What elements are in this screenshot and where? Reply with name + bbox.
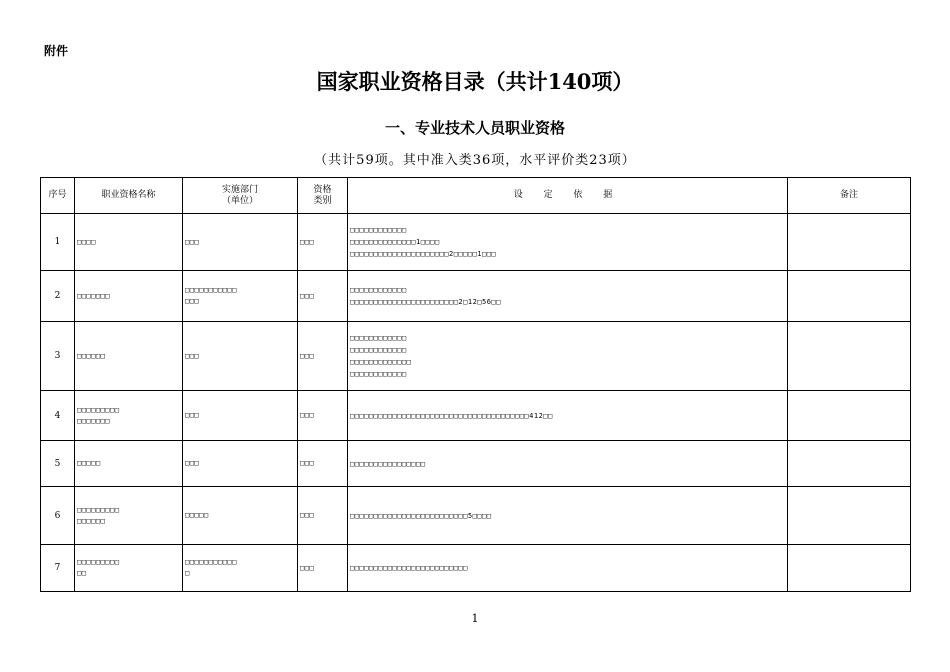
cell-seq: 4 bbox=[41, 391, 75, 441]
column-header-dept: 实施部门 （单位） bbox=[183, 178, 298, 214]
qualification-table bbox=[40, 177, 911, 592]
cell-seq: 3 bbox=[41, 322, 75, 391]
cell-dept: □□□ bbox=[183, 214, 298, 271]
basis-line: □□□□□□□□□□□□ bbox=[350, 370, 407, 378]
cell-dept: □□□□□ bbox=[183, 487, 298, 545]
basis-line: □□□□□□□□□□□□□□1□□□□ bbox=[350, 238, 440, 246]
basis-line: □□□□□□□□□□□□□□□□ bbox=[350, 459, 426, 468]
cell-basis bbox=[348, 214, 788, 271]
page-number: 1 bbox=[471, 612, 479, 625]
cell-type: □□□ bbox=[298, 322, 348, 391]
cell-name: □□□□□□□□□ □□□□□□□ bbox=[75, 391, 183, 441]
cell-type: □□□ bbox=[298, 271, 348, 322]
cell-seq: 6 bbox=[41, 487, 75, 545]
table-row bbox=[41, 214, 911, 271]
cell-remark bbox=[788, 487, 911, 545]
cell-type: □□□ bbox=[298, 487, 348, 545]
cell-dept: □□□□□□□□□□□ □ bbox=[183, 545, 298, 592]
column-header-remark: 备注 bbox=[788, 178, 911, 214]
cell-name: □□□□□□□ bbox=[75, 271, 183, 322]
basis-line: □□□□□□□□□□□□ bbox=[350, 334, 407, 342]
cell-name: □□□□□□□□□ □□ bbox=[75, 545, 183, 592]
cell-seq: 1 bbox=[41, 214, 75, 271]
cell-name: □□□□□ bbox=[75, 441, 183, 487]
basis-line: □□□□□□□□□□□□□ bbox=[350, 358, 412, 366]
cell-remark bbox=[788, 545, 911, 592]
table-row bbox=[41, 545, 911, 592]
cell-basis bbox=[348, 271, 788, 322]
cell-type: □□□ bbox=[298, 214, 348, 271]
table-row bbox=[41, 487, 911, 545]
cell-seq: 5 bbox=[41, 441, 75, 487]
cell-remark bbox=[788, 271, 911, 322]
cell-type: □□□ bbox=[298, 441, 348, 487]
cell-basis bbox=[348, 441, 788, 487]
basis-line: □□□□□□□□□□□□□□□□□□□□□2□□□□□1□□□ bbox=[350, 250, 497, 258]
cell-seq: 2 bbox=[41, 271, 75, 322]
cell-basis bbox=[348, 391, 788, 441]
table-row bbox=[41, 322, 911, 391]
cell-dept: □□□ bbox=[183, 322, 298, 391]
column-header-basis: 设 定 依 据 bbox=[348, 178, 788, 214]
table-row bbox=[41, 441, 911, 487]
basis-line: □□□□□□□□□□□□□□□□□□□□□□□2□12□56□□ bbox=[350, 298, 501, 306]
section-summary: （共计59项。其中准入类36项，水平评价类23项） bbox=[314, 153, 636, 168]
basis-line: □□□□□□□□□□□□□□□□□□□□□□□□□□□□□□□□□□□□□□412□□ bbox=[350, 411, 553, 420]
cell-dept: □□□□□□□□□□□ □□□ bbox=[183, 271, 298, 322]
column-header-name: 职业资格名称 bbox=[75, 178, 183, 214]
cell-remark bbox=[788, 441, 911, 487]
cell-basis bbox=[348, 545, 788, 592]
cell-name: □□□□ bbox=[75, 214, 183, 271]
cell-name: □□□□□□ bbox=[75, 322, 183, 391]
cell-remark bbox=[788, 322, 911, 391]
table-row bbox=[41, 271, 911, 322]
document-title: 国家职业资格目录（共计140项） bbox=[316, 69, 634, 94]
cell-name: □□□□□□□□□ □□□□□□ bbox=[75, 487, 183, 545]
basis-line: □□□□□□□□□□□□□□□□□□□□□□□□□ bbox=[350, 564, 468, 572]
column-header-seq: 序号 bbox=[41, 178, 75, 214]
basis-line: □□□□□□□□□□□□□□□□□□□□□□□□□5□□□□ bbox=[350, 511, 492, 520]
column-header-type: 资格 类别 bbox=[298, 178, 348, 214]
table-header-row bbox=[41, 178, 911, 214]
cell-type: □□□ bbox=[298, 391, 348, 441]
cell-basis bbox=[348, 487, 788, 545]
basis-line: □□□□□□□□□□□□ bbox=[350, 226, 407, 234]
cell-remark bbox=[788, 391, 911, 441]
basis-line: □□□□□□□□□□□□ bbox=[350, 346, 407, 354]
section-title: 一、专业技术人员职业资格 bbox=[384, 119, 565, 137]
attachment-label: 附件 bbox=[44, 44, 69, 58]
cell-seq: 7 bbox=[41, 545, 75, 592]
cell-type: □□□ bbox=[298, 545, 348, 592]
cell-remark bbox=[788, 214, 911, 271]
cell-dept: □□□ bbox=[183, 441, 298, 487]
cell-basis bbox=[348, 322, 788, 391]
basis-line: □□□□□□□□□□□□ bbox=[350, 286, 407, 294]
cell-dept: □□□ bbox=[183, 391, 298, 441]
table-row bbox=[41, 391, 911, 441]
